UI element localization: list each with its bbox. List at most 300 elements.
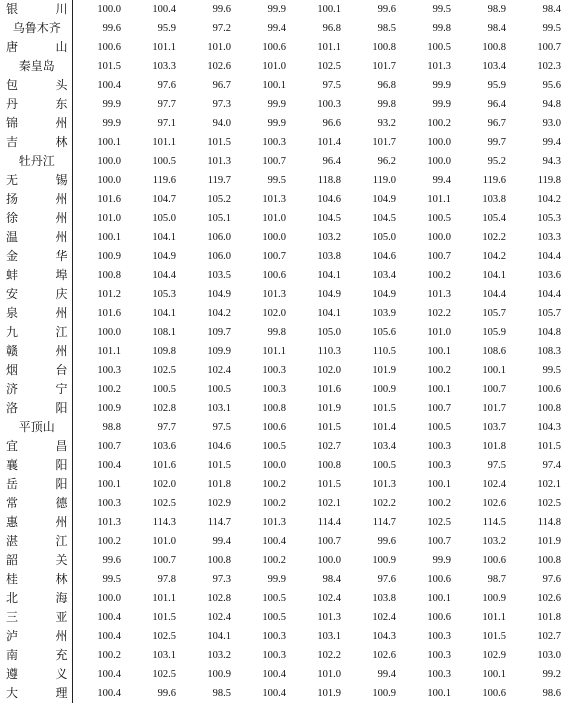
index-value-cell: 100.4 [152, 4, 176, 15]
city-name-cell [0, 304, 72, 323]
city-name [6, 589, 68, 608]
city-name [6, 380, 68, 399]
index-value-cell: 99.9 [102, 118, 121, 129]
city-name-part: 林 [55, 572, 68, 586]
city-name-cell [0, 190, 72, 209]
index-value-cell: 102.7 [317, 441, 341, 452]
city-name [6, 19, 68, 38]
city-name-cell [0, 114, 72, 133]
index-value-cell: 96.2 [377, 156, 396, 167]
table-row [0, 209, 567, 228]
index-value-cell: 100.4 [97, 631, 121, 642]
index-value-cell: 101.8 [482, 441, 506, 452]
index-value-cell: 100.2 [97, 536, 121, 547]
table-row [0, 171, 567, 190]
index-value-cell: 102.0 [262, 308, 286, 319]
table-row [0, 399, 567, 418]
city-name-cell [0, 361, 72, 380]
index-value-cell: 100.9 [372, 555, 396, 566]
index-value-cell: 105.2 [207, 194, 231, 205]
table-row [0, 589, 567, 608]
index-value-cell: 101.1 [97, 346, 121, 357]
city-name-part: 三 [6, 610, 19, 624]
city-name-part: 遵 [6, 667, 19, 681]
index-value-cell: 103.6 [537, 270, 561, 281]
index-value-cell: 105.1 [207, 213, 231, 224]
city-name [6, 228, 68, 247]
index-value-cell: 102.0 [317, 365, 341, 376]
index-value-cell: 105.6 [372, 327, 396, 338]
index-value-cell: 102.9 [482, 650, 506, 661]
index-value-cell: 104.2 [537, 194, 561, 205]
city-name-part: 德 [55, 496, 68, 510]
index-value-cell: 101.0 [262, 213, 286, 224]
city-name [6, 513, 68, 532]
index-value-cell: 100.0 [97, 327, 121, 338]
index-value-cell: 99.6 [157, 688, 176, 699]
index-value-cell: 101.3 [427, 61, 451, 72]
city-name-part: 包 [6, 78, 19, 92]
index-value-cell: 102.5 [427, 517, 451, 528]
index-value-cell: 99.2 [542, 669, 561, 680]
index-value-cell: 104.1 [207, 631, 231, 642]
index-value-cell: 97.5 [212, 422, 231, 433]
index-value-cell: 103.8 [317, 251, 341, 262]
table-row [0, 551, 567, 570]
index-value-cell: 100.6 [427, 612, 451, 623]
city-name-part: 锡 [55, 173, 68, 187]
table-row [0, 38, 567, 57]
city-name [6, 304, 68, 323]
index-value-cell: 104.1 [152, 232, 176, 243]
index-value-cell: 99.6 [377, 4, 396, 15]
index-value-cell: 104.1 [317, 270, 341, 281]
city-name-cell [0, 513, 72, 532]
city-name [6, 114, 68, 133]
index-value-cell: 95.2 [487, 156, 506, 167]
index-value-cell: 104.3 [372, 631, 396, 642]
index-value-cell: 99.4 [432, 175, 451, 186]
city-name-cell [0, 38, 72, 57]
index-value-cell: 114.3 [152, 517, 176, 528]
index-value-cell: 104.9 [372, 289, 396, 300]
index-value-cell: 102.5 [317, 61, 341, 72]
table-row [0, 190, 567, 209]
table-row [0, 114, 567, 133]
index-value-cell: 93.0 [542, 118, 561, 129]
index-value-cell: 99.9 [267, 99, 286, 110]
index-value-cell: 104.5 [317, 213, 341, 224]
index-value-cell: 97.1 [157, 118, 176, 129]
index-value-cell: 102.5 [152, 669, 176, 680]
index-value-cell: 101.3 [427, 289, 451, 300]
city-name [6, 475, 68, 494]
index-value-cell: 119.6 [482, 175, 506, 186]
table-row [0, 285, 567, 304]
index-value-cell: 99.9 [432, 555, 451, 566]
city-name-part: 九 [6, 325, 19, 339]
index-value-cell: 102.3 [537, 61, 561, 72]
city-name-part: 温 [6, 230, 19, 244]
index-value-cell: 100.8 [97, 270, 121, 281]
index-value-cell: 110.3 [317, 346, 341, 357]
table-row [0, 456, 567, 475]
city-name-cell [0, 0, 72, 19]
table-row [0, 266, 567, 285]
index-value-cell: 102.0 [152, 479, 176, 490]
index-value-cell: 100.2 [427, 498, 451, 509]
table-row [0, 152, 567, 171]
city-name-cell [0, 95, 72, 114]
index-value-cell: 101.3 [207, 156, 231, 167]
index-value-cell: 100.3 [262, 365, 286, 376]
index-value-cell: 103.4 [372, 270, 396, 281]
index-value-cell: 101.2 [97, 289, 121, 300]
index-value-cell: 98.4 [322, 574, 341, 585]
city-name-part: 阳 [55, 477, 68, 491]
table-row [0, 437, 567, 456]
index-value-cell: 101.5 [317, 422, 341, 433]
index-value-cell: 100.6 [482, 555, 506, 566]
index-value-cell: 100.1 [97, 232, 121, 243]
index-value-cell: 101.3 [262, 517, 286, 528]
index-value-cell: 98.4 [542, 4, 561, 15]
index-value-cell: 104.1 [482, 270, 506, 281]
index-value-cell: 97.6 [542, 574, 561, 585]
index-value-cell: 106.0 [207, 251, 231, 262]
city-name-part: 昌 [55, 439, 68, 453]
table-row [0, 342, 567, 361]
index-value-cell: 119.0 [372, 175, 396, 186]
index-value-cell: 104.8 [537, 327, 561, 338]
city-name-part: 桂 [6, 572, 19, 586]
index-value-cell: 105.7 [482, 308, 506, 319]
index-value-cell: 98.9 [487, 4, 506, 15]
city-name-cell [0, 437, 72, 456]
city-name-part: 台 [55, 363, 68, 377]
index-value-cell: 101.5 [372, 403, 396, 414]
city-name-cell [0, 76, 72, 95]
city-name-cell [0, 171, 72, 190]
index-value-cell: 101.8 [537, 612, 561, 623]
city-name-part: 江 [55, 534, 68, 548]
index-value-cell: 100.4 [97, 460, 121, 471]
table-row [0, 513, 567, 532]
index-value-cell: 102.6 [482, 498, 506, 509]
city-name [6, 361, 68, 380]
index-value-cell: 100.7 [152, 555, 176, 566]
city-name-part: 银 [6, 2, 19, 16]
city-name-cell [0, 209, 72, 228]
index-value-cell: 104.4 [152, 270, 176, 281]
index-value-cell: 101.3 [262, 194, 286, 205]
index-value-cell: 103.4 [372, 441, 396, 452]
index-value-cell: 100.1 [427, 346, 451, 357]
city-name-cell [0, 551, 72, 570]
index-value-cell: 100.0 [427, 156, 451, 167]
index-value-cell: 100.7 [427, 536, 451, 547]
index-value-cell: 100.7 [262, 251, 286, 262]
index-value-cell: 100.0 [97, 4, 121, 15]
index-value-cell: 96.4 [322, 156, 341, 167]
city-name-part: 林 [55, 135, 68, 149]
index-value-cell: 104.2 [482, 251, 506, 262]
index-value-cell: 101.7 [372, 137, 396, 148]
city-name-part: 牡丹江 [18, 154, 55, 168]
city-name-part: 江 [55, 325, 68, 339]
city-name-cell [0, 57, 72, 76]
index-value-cell: 101.0 [152, 536, 176, 547]
index-value-cell: 99.9 [432, 99, 451, 110]
index-value-cell: 97.3 [212, 99, 231, 110]
index-value-cell: 97.8 [157, 574, 176, 585]
index-value-cell: 101.1 [152, 42, 176, 53]
index-value-cell: 104.4 [482, 289, 506, 300]
index-value-cell: 100.2 [427, 270, 451, 281]
index-value-cell: 100.2 [427, 365, 451, 376]
city-name [6, 627, 68, 646]
index-value-cell: 100.4 [262, 669, 286, 680]
table-row [0, 684, 567, 703]
city-name-cell [0, 285, 72, 304]
index-value-cell: 104.5 [372, 213, 396, 224]
index-value-cell: 97.6 [377, 574, 396, 585]
index-value-cell: 96.6 [322, 118, 341, 129]
index-value-cell: 100.5 [372, 460, 396, 471]
index-value-cell: 100.2 [262, 555, 286, 566]
index-value-cell: 100.5 [207, 384, 231, 395]
index-value-cell: 100.2 [262, 498, 286, 509]
index-value-cell: 105.3 [537, 213, 561, 224]
index-value-cell: 99.4 [267, 23, 286, 34]
index-value-cell: 100.3 [427, 669, 451, 680]
index-value-cell: 99.5 [432, 4, 451, 15]
table-row [0, 323, 567, 342]
index-value-cell: 102.5 [537, 498, 561, 509]
index-value-cell: 104.9 [317, 289, 341, 300]
index-value-cell: 100.3 [427, 441, 451, 452]
table-row [0, 627, 567, 646]
index-value-cell: 104.1 [317, 308, 341, 319]
index-value-cell: 98.6 [542, 688, 561, 699]
index-value-cell: 94.8 [542, 99, 561, 110]
index-value-cell: 100.9 [372, 384, 396, 395]
index-value-cell: 100.8 [262, 403, 286, 414]
city-name-cell [0, 665, 72, 684]
city-name-part: 平顶山 [18, 420, 55, 434]
index-value-cell: 100.4 [97, 688, 121, 699]
city-name-part: 充 [55, 648, 68, 662]
index-value-cell: 101.1 [317, 42, 341, 53]
index-value-cell: 104.6 [372, 251, 396, 262]
index-value-cell: 100.8 [207, 555, 231, 566]
index-value-cell: 101.3 [262, 289, 286, 300]
index-value-cell: 102.4 [372, 612, 396, 623]
index-value-cell: 99.5 [102, 574, 121, 585]
table-row [0, 247, 567, 266]
table-row [0, 57, 567, 76]
index-value-cell: 100.2 [262, 479, 286, 490]
index-value-cell: 100.1 [97, 479, 121, 490]
index-value-cell: 105.4 [482, 213, 506, 224]
city-name-part: 州 [55, 306, 68, 320]
index-value-cell: 99.8 [377, 99, 396, 110]
index-value-cell: 99.4 [212, 536, 231, 547]
index-value-cell: 100.1 [482, 365, 506, 376]
city-name [6, 532, 68, 551]
city-name-cell [0, 133, 72, 152]
index-value-cell: 102.4 [317, 593, 341, 604]
index-value-cell: 102.9 [207, 498, 231, 509]
index-value-cell: 101.5 [207, 137, 231, 148]
index-value-cell: 109.9 [207, 346, 231, 357]
city-name-part: 州 [55, 515, 68, 529]
index-value-cell: 100.1 [427, 384, 451, 395]
index-value-cell: 98.4 [487, 23, 506, 34]
index-value-cell: 100.1 [482, 669, 506, 680]
city-name-part: 烟 [6, 363, 19, 377]
index-value-cell: 97.4 [542, 460, 561, 471]
index-value-cell: 105.0 [317, 327, 341, 338]
index-value-cell: 109.7 [207, 327, 231, 338]
city-name-cell [0, 608, 72, 627]
city-name [6, 95, 68, 114]
city-name-cell [0, 399, 72, 418]
city-name-part: 州 [55, 116, 68, 130]
index-value-cell: 103.7 [482, 422, 506, 433]
index-value-cell: 102.1 [537, 479, 561, 490]
index-value-cell: 100.5 [427, 42, 451, 53]
index-value-cell: 103.0 [537, 650, 561, 661]
index-value-cell: 100.4 [262, 688, 286, 699]
city-name-part: 洛 [6, 401, 19, 415]
index-value-cell: 102.2 [482, 232, 506, 243]
index-value-cell: 100.3 [262, 384, 286, 395]
city-name [6, 684, 68, 703]
city-name-cell [0, 456, 72, 475]
city-name-part: 庆 [55, 287, 68, 301]
city-name-cell [0, 247, 72, 266]
table-row [0, 19, 567, 38]
index-value-cell: 100.7 [97, 441, 121, 452]
index-value-cell: 99.6 [102, 555, 121, 566]
index-value-cell: 100.7 [482, 384, 506, 395]
index-value-cell: 102.6 [537, 593, 561, 604]
index-value-cell: 101.0 [97, 213, 121, 224]
index-value-cell: 102.8 [152, 403, 176, 414]
index-value-cell: 105.3 [152, 289, 176, 300]
index-value-cell: 114.5 [482, 517, 506, 528]
city-name-part: 亚 [55, 610, 68, 624]
index-value-cell: 96.7 [487, 118, 506, 129]
index-value-cell: 103.3 [152, 61, 176, 72]
index-value-cell: 101.1 [427, 194, 451, 205]
index-value-cell: 104.7 [152, 194, 176, 205]
index-value-cell: 101.9 [317, 688, 341, 699]
city-name-part: 蚌 [6, 268, 19, 282]
city-name [6, 266, 68, 285]
index-value-cell: 102.6 [372, 650, 396, 661]
city-name-part: 州 [55, 230, 68, 244]
city-name-cell [0, 418, 72, 437]
index-value-cell: 101.6 [97, 194, 121, 205]
city-name-cell [0, 627, 72, 646]
index-value-cell: 99.5 [542, 365, 561, 376]
city-name-cell [0, 475, 72, 494]
table-row [0, 380, 567, 399]
city-name [6, 285, 68, 304]
index-value-cell: 101.1 [262, 346, 286, 357]
index-value-cell: 100.6 [537, 384, 561, 395]
index-value-cell: 100.3 [97, 498, 121, 509]
city-name-cell [0, 342, 72, 361]
city-name [6, 190, 68, 209]
city-name-part: 韶 [6, 553, 19, 567]
index-value-cell: 100.3 [427, 460, 451, 471]
index-value-cell: 103.6 [152, 441, 176, 452]
city-name [6, 152, 68, 171]
index-value-cell: 103.1 [317, 631, 341, 642]
index-value-cell: 101.1 [152, 593, 176, 604]
index-value-cell: 100.1 [317, 4, 341, 15]
index-value-cell: 103.8 [372, 593, 396, 604]
city-name-part: 惠 [6, 515, 19, 529]
index-value-cell: 108.3 [537, 346, 561, 357]
index-value-cell: 104.9 [207, 289, 231, 300]
city-name-part: 吉 [6, 135, 19, 149]
index-value-cell: 93.2 [377, 118, 396, 129]
index-value-cell: 101.0 [262, 61, 286, 72]
index-value-cell: 105.0 [152, 213, 176, 224]
table-row [0, 608, 567, 627]
index-value-cell: 105.9 [482, 327, 506, 338]
table-row [0, 76, 567, 95]
index-value-cell: 100.5 [427, 213, 451, 224]
index-value-cell: 101.5 [97, 61, 121, 72]
index-value-cell: 101.9 [537, 536, 561, 547]
city-name-part: 大 [6, 686, 19, 700]
index-value-cell: 103.2 [317, 232, 341, 243]
city-name-cell [0, 589, 72, 608]
index-value-cell: 99.9 [102, 99, 121, 110]
index-value-cell: 101.1 [482, 612, 506, 623]
index-value-cell: 108.6 [482, 346, 506, 357]
index-value-cell: 100.9 [372, 688, 396, 699]
table-row [0, 475, 567, 494]
index-value-cell: 100.5 [262, 593, 286, 604]
table-row [0, 494, 567, 513]
city-name-cell [0, 380, 72, 399]
index-value-cell: 102.2 [427, 308, 451, 319]
index-value-cell: 104.9 [152, 251, 176, 262]
index-value-cell: 103.3 [537, 232, 561, 243]
index-value-cell: 101.8 [207, 479, 231, 490]
table-row [0, 418, 567, 437]
index-value-cell: 100.7 [427, 251, 451, 262]
index-value-cell: 99.7 [487, 137, 506, 148]
index-value-cell: 103.5 [207, 270, 231, 281]
index-value-cell: 95.9 [487, 80, 506, 91]
city-name-cell [0, 152, 72, 171]
city-name [6, 646, 68, 665]
city-name [6, 57, 68, 76]
index-value-cell: 98.8 [102, 422, 121, 433]
index-value-cell: 100.6 [97, 42, 121, 53]
index-value-cell: 100.9 [97, 251, 121, 262]
index-value-cell: 102.4 [207, 612, 231, 623]
index-value-cell: 102.6 [207, 61, 231, 72]
index-value-cell: 101.5 [482, 631, 506, 642]
